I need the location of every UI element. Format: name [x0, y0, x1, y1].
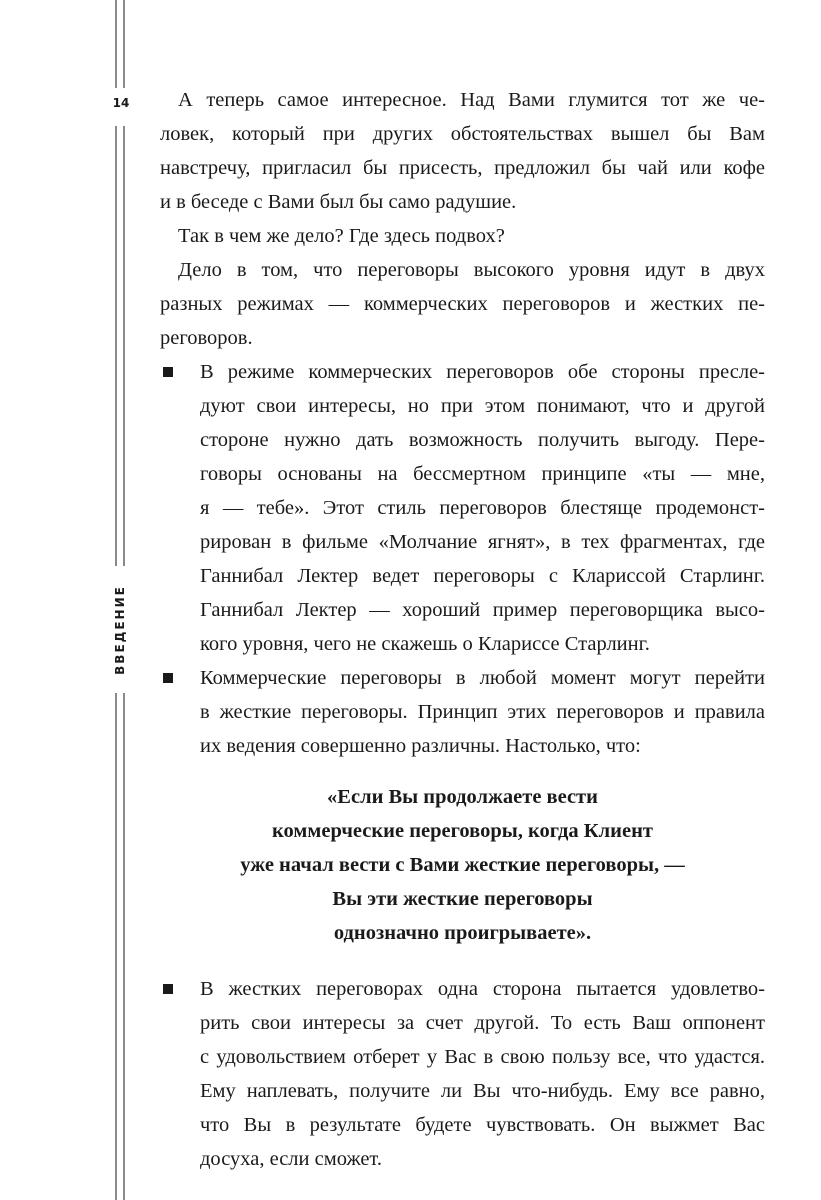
text-line: ловек, который при других обстоятельствах вышел бы Вам — [160, 123, 765, 145]
quote-line: уже начал вести с Вами жесткие переговоры, — — [240, 854, 685, 876]
text-line: их ведения совершенно различны. Настолько, что: — [200, 735, 641, 757]
text-line: кого уровня, чего не скажешь о Клариссе Старлинг. — [200, 633, 650, 655]
text-line: говоры основаны на бессмертном принципе «ты — мне, — [200, 463, 765, 485]
text-line: Ганнибал Лектер ведет переговоры с Клариссой Старлинг. — [200, 565, 765, 587]
text-line: Дело в том, что переговоры высокого уровня идут в двух — [178, 259, 765, 281]
text-line: я — тебе». Этот стиль переговоров блестяще продемонст- — [200, 497, 765, 519]
margin-rule — [123, 126, 125, 566]
bullet-item — [160, 355, 765, 661]
bullet-square-icon — [163, 984, 173, 994]
paragraph — [160, 83, 765, 219]
bullet-item — [160, 661, 765, 763]
text-line: навстречу, пригласил бы присесть, предложил бы чай или кофе — [160, 157, 765, 179]
bullet-square-icon — [163, 673, 173, 683]
pull-quote — [160, 780, 765, 950]
margin-rule — [115, 0, 117, 88]
quote-line: «Если Вы продолжаете вести — [327, 786, 598, 808]
text-line: Ему наплевать, получите ли Вы что-нибудь. Ему все равно, — [200, 1080, 765, 1102]
bullet-square-icon — [163, 367, 173, 377]
text-line: В режиме коммерческих переговоров обе стороны пресле- — [200, 361, 765, 383]
text-line: Ганнибал Лектер — хороший пример переговорщика высо- — [200, 599, 765, 621]
margin-rule — [123, 693, 125, 1200]
text-line: досуха, если сможет. — [200, 1148, 382, 1170]
text-line: с удовольствием отберет у Вас в свою пользу все, что удастся. — [200, 1046, 765, 1068]
bullet-item — [160, 972, 765, 1176]
margin-rule — [115, 126, 117, 566]
text-line: разных режимах — коммерческих переговоров и жестких пе- — [160, 293, 765, 315]
text-line: рить свои интересы за счет другой. То есть Ваш оппонент — [200, 1012, 765, 1034]
text-line: реговоров. — [160, 327, 253, 349]
text-line: и в беседе с Вами был бы само радушие. — [160, 191, 517, 213]
margin-rule — [115, 693, 117, 1200]
margin-rule — [123, 0, 125, 88]
text-line: Коммерческие переговоры в любой момент могут перейти — [200, 667, 765, 689]
page-number: 14 — [112, 96, 130, 110]
body-text — [160, 83, 765, 1176]
text-line: что Вы в результате будете чувствовать. Он выжмет Вас — [200, 1114, 765, 1136]
paragraph — [160, 219, 765, 253]
section-title: ВВЕДЕНИЕ — [113, 585, 127, 675]
text-line: А теперь самое интересное. Над Вами глумится тот же че- — [178, 89, 765, 111]
text-line: Так в чем же дело? Где здесь подвох? — [178, 225, 505, 247]
text-line: в жесткие переговоры. Принцип этих переговоров и правила — [200, 701, 765, 723]
text-line: дуют свои интересы, но при этом понимают, что и другой — [200, 395, 765, 417]
quote-line: однозначно проигрываете». — [333, 922, 592, 944]
text-line: рирован в фильме «Молчание ягнят», в тех фрагментах, где — [200, 531, 765, 553]
quote-line: Вы эти жесткие переговоры — [332, 888, 593, 910]
text-line: В жестких переговорах одна сторона пытается удовлетво- — [200, 978, 765, 1000]
text-line: стороне нужно дать возможность получить выгоду. Пере- — [200, 429, 765, 451]
quote-line: коммерческие переговоры, когда Клиент — [272, 820, 653, 842]
paragraph — [160, 253, 765, 355]
